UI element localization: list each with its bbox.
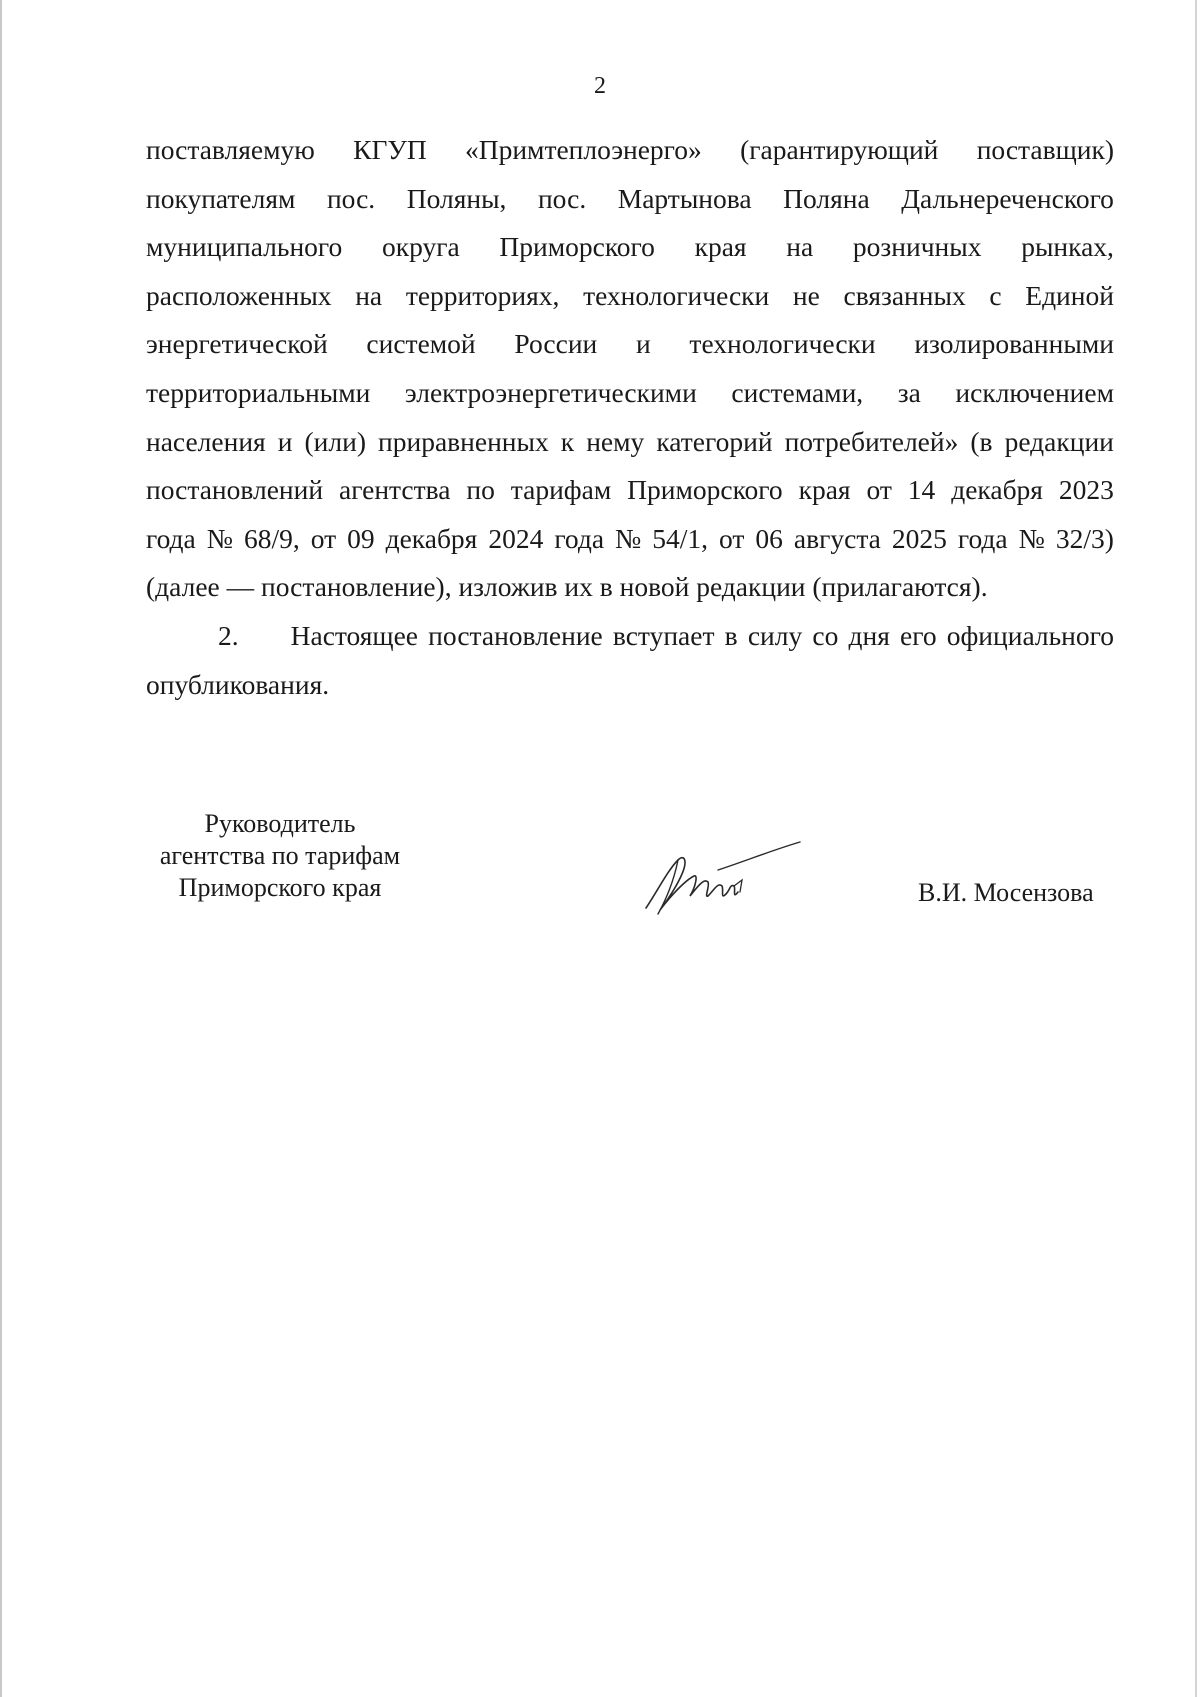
- paragraph-2-last-line: опубликования.: [146, 668, 330, 700]
- paragraph-1-last-line: (далее — постановление), изложив их в новой редакции (прилагаются).: [146, 571, 988, 603]
- word: силу: [747, 619, 803, 651]
- word: к: [560, 425, 575, 457]
- word: Единой: [1025, 279, 1114, 311]
- word: августа: [793, 522, 881, 554]
- word: края: [694, 231, 747, 263]
- handwritten-signature: [638, 830, 808, 920]
- word: Мартынова: [617, 182, 752, 214]
- word: со: [812, 619, 839, 651]
- word: от: [310, 522, 337, 554]
- word: системами,: [731, 376, 864, 408]
- word: покупателям: [146, 182, 296, 214]
- word: Поляна: [783, 182, 870, 214]
- word: пос.: [537, 182, 587, 214]
- word: года: [554, 522, 605, 554]
- signer-position: [130, 808, 430, 904]
- paragraph-1-line: [146, 515, 1114, 564]
- word: территориальными: [146, 376, 371, 408]
- word: системой: [366, 328, 476, 360]
- paragraph-1-line: [146, 223, 1114, 272]
- word: с: [989, 279, 1002, 311]
- word: и: [277, 425, 293, 457]
- word: редакции: [1004, 425, 1114, 457]
- word: поставщик): [976, 134, 1114, 165]
- word: года: [146, 522, 196, 554]
- word: Дальнереченского: [901, 182, 1114, 214]
- page-number: 2: [594, 73, 606, 99]
- signer-position-line: Руководитель: [204, 809, 356, 838]
- word: 54/1,: [652, 522, 709, 554]
- word: по: [466, 474, 495, 506]
- paragraph-1-line: [146, 126, 1114, 175]
- paragraph-1-line: [146, 320, 1114, 369]
- word: постановлений: [146, 474, 324, 506]
- word: розничных: [852, 231, 982, 263]
- document-body: [146, 126, 1114, 709]
- word: агентства: [339, 474, 451, 506]
- word: приравненных: [378, 425, 549, 457]
- word: 09: [347, 522, 375, 554]
- signer-position-line: Приморского края: [178, 873, 382, 902]
- word: исключением: [955, 376, 1114, 408]
- word: Настоящее: [290, 619, 419, 651]
- word: (гарантирующий: [740, 134, 939, 165]
- scan-edge-right: [1195, 0, 1197, 1697]
- paragraph-2-first-line: [146, 612, 1114, 661]
- paragraph-2-first-line-text: [291, 612, 1114, 661]
- word: 2023: [1058, 474, 1114, 506]
- word: 32/3): [1055, 522, 1114, 554]
- word: №: [615, 522, 642, 554]
- word: 2025: [891, 522, 947, 554]
- word: технологически: [689, 328, 876, 360]
- word: №: [1018, 522, 1045, 554]
- word: Приморского: [627, 474, 783, 506]
- word: электроэнергетическими: [404, 376, 697, 408]
- word: муниципального: [146, 231, 343, 263]
- word: округа: [381, 231, 460, 263]
- word: 2024: [488, 522, 544, 554]
- word: пос.: [326, 182, 376, 214]
- word: года: [957, 522, 1008, 554]
- word: вступает: [612, 619, 715, 651]
- signer-position-line: агентства по тарифам: [159, 841, 401, 870]
- word: связанных: [843, 279, 966, 311]
- word: дня: [848, 619, 890, 651]
- word: его: [900, 619, 937, 651]
- word: 06: [755, 522, 783, 554]
- paragraph-2-number: 2.: [218, 619, 239, 651]
- word: технологически: [583, 279, 770, 311]
- word: КГУП: [353, 134, 427, 165]
- word: населения: [146, 425, 266, 457]
- word: (в: [970, 425, 993, 457]
- word: поставляемую: [146, 134, 315, 165]
- word: официального: [946, 619, 1114, 651]
- word: на: [355, 279, 383, 311]
- word: рынках,: [1021, 231, 1114, 263]
- word: не: [792, 279, 820, 311]
- word: от: [866, 474, 892, 506]
- word: на: [786, 231, 814, 263]
- word: постановление: [428, 619, 603, 651]
- word: и: [635, 328, 651, 360]
- word: категорий: [656, 425, 773, 457]
- word: территориях,: [405, 279, 560, 311]
- scan-edge-left: [0, 0, 2, 1697]
- word: потребителей»: [784, 425, 959, 457]
- word: тарифам: [510, 474, 612, 506]
- paragraph-1-line: [146, 418, 1114, 467]
- word: декабря: [385, 522, 478, 554]
- word: энергетической: [146, 328, 328, 360]
- word: России: [514, 328, 598, 360]
- word: изолированными: [914, 328, 1114, 360]
- paragraph-1-line: [146, 369, 1114, 418]
- signer-name: В.И. Мосензова: [918, 878, 1094, 907]
- word: 14: [907, 474, 936, 506]
- word: от: [719, 522, 745, 554]
- paragraph-1: [146, 126, 1114, 563]
- word: расположенных: [146, 279, 332, 311]
- paragraph-1-line: [146, 272, 1114, 321]
- paragraph-1-line: [146, 175, 1114, 224]
- word: в: [724, 619, 738, 651]
- word: (или): [304, 425, 366, 457]
- paragraph-1-line: [146, 466, 1114, 515]
- word: Поляны,: [406, 182, 507, 214]
- word: края: [798, 474, 851, 506]
- word: Приморского: [499, 231, 655, 263]
- word: «Примтеплоэнерго»: [464, 134, 702, 165]
- word: декабря: [951, 474, 1043, 506]
- word: нему: [586, 425, 645, 457]
- word: №: [206, 522, 233, 554]
- word: за: [897, 376, 921, 408]
- word: 68/9,: [243, 522, 300, 554]
